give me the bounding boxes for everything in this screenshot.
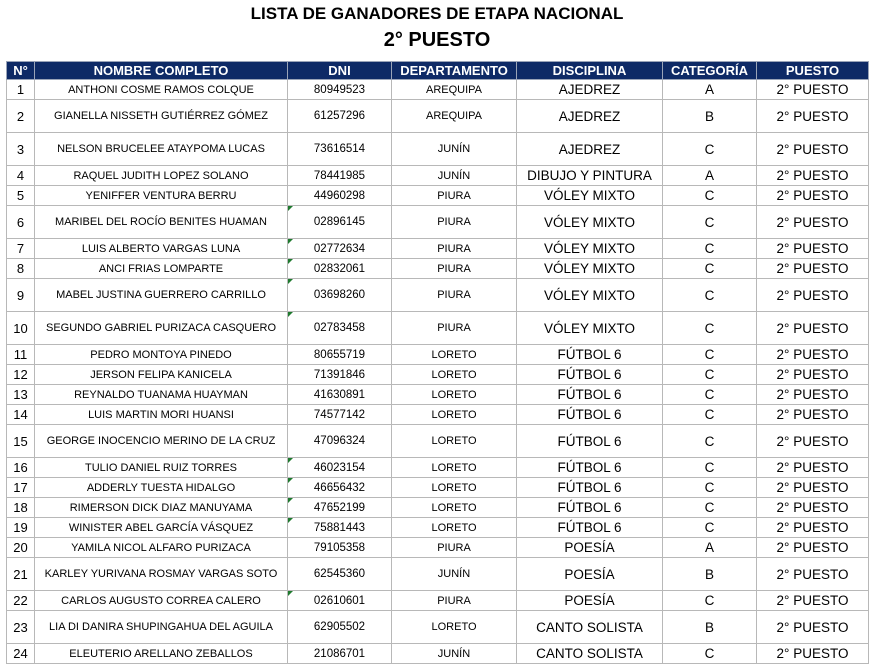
discipline-cell: FÚTBOL 6 xyxy=(517,498,663,518)
category-cell: C xyxy=(663,133,757,166)
table-row xyxy=(7,538,869,558)
discipline-cell: VÓLEY MIXTO xyxy=(517,259,663,279)
table-row xyxy=(7,498,869,518)
table-row xyxy=(7,405,869,425)
discipline-cell: VÓLEY MIXTO xyxy=(517,186,663,206)
page-subtitle: 2° PUESTO xyxy=(383,29,491,51)
place-cell: 2° PUESTO xyxy=(757,345,869,365)
department-cell: JUNÍN xyxy=(392,133,517,166)
table-row xyxy=(7,186,869,206)
place-cell: 2° PUESTO xyxy=(757,186,869,206)
discipline-cell: FÚTBOL 6 xyxy=(517,478,663,498)
discipline-cell: AJEDREZ xyxy=(517,100,663,133)
discipline-cell: AJEDREZ xyxy=(517,80,663,100)
column-header-department: DEPARTAMENTO xyxy=(392,62,517,80)
discipline-cell: FÚTBOL 6 xyxy=(517,365,663,385)
dni-cell: 71391846 xyxy=(288,365,392,385)
category-cell: A xyxy=(663,166,757,186)
category-cell: C xyxy=(663,478,757,498)
dni-cell: 61257296 xyxy=(288,100,392,133)
place-cell: 2° PUESTO xyxy=(757,518,869,538)
full-name-cell: ADDERLY TUESTA HIDALGO xyxy=(35,478,288,498)
table-row xyxy=(7,133,869,166)
place-cell: 2° PUESTO xyxy=(757,425,869,458)
dni-cell: 47096324 xyxy=(288,425,392,458)
winners-table xyxy=(6,61,869,664)
department-cell: PIURA xyxy=(392,259,517,279)
department-cell: PIURA xyxy=(392,312,517,345)
category-cell: B xyxy=(663,558,757,591)
category-cell: C xyxy=(663,591,757,611)
dni-cell: 46023154 xyxy=(288,458,392,478)
table-row xyxy=(7,518,869,538)
table-row xyxy=(7,206,869,239)
row-number-cell: 2 xyxy=(7,100,35,133)
column-header-number: N° xyxy=(7,62,35,80)
discipline-cell: DIBUJO Y PINTURA xyxy=(517,166,663,186)
dni-cell: 62905502 xyxy=(288,611,392,644)
dni-cell: 02783458 xyxy=(288,312,392,345)
department-cell: LORETO xyxy=(392,611,517,644)
discipline-cell: VÓLEY MIXTO xyxy=(517,312,663,345)
place-cell: 2° PUESTO xyxy=(757,591,869,611)
full-name-cell: PEDRO MONTOYA PINEDO xyxy=(35,345,288,365)
row-number-cell: 3 xyxy=(7,133,35,166)
full-name-cell: NELSON BRUCELEE ATAYPOMA LUCAS xyxy=(35,133,288,166)
row-number-cell: 5 xyxy=(7,186,35,206)
row-number-cell: 14 xyxy=(7,405,35,425)
row-number-cell: 8 xyxy=(7,259,35,279)
dni-cell: 80655719 xyxy=(288,345,392,365)
dni-cell: 44960298 xyxy=(288,186,392,206)
department-cell: JUNÍN xyxy=(392,644,517,664)
table-row xyxy=(7,591,869,611)
category-cell: C xyxy=(663,239,757,259)
discipline-cell: VÓLEY MIXTO xyxy=(517,239,663,259)
category-cell: C xyxy=(663,186,757,206)
column-header-place: PUESTO xyxy=(757,62,869,80)
place-cell: 2° PUESTO xyxy=(757,558,869,591)
department-cell: PIURA xyxy=(392,591,517,611)
department-cell: LORETO xyxy=(392,458,517,478)
place-cell: 2° PUESTO xyxy=(757,279,869,312)
column-header-discipline: DISCIPLINA xyxy=(517,62,663,80)
full-name-cell: LIA DI DANIRA SHUPINGAHUA DEL AGUILA xyxy=(35,611,288,644)
row-number-cell: 12 xyxy=(7,365,35,385)
place-cell: 2° PUESTO xyxy=(757,385,869,405)
discipline-cell: FÚTBOL 6 xyxy=(517,405,663,425)
full-name-cell: REYNALDO TUANAMA HUAYMAN xyxy=(35,385,288,405)
place-cell: 2° PUESTO xyxy=(757,644,869,664)
place-cell: 2° PUESTO xyxy=(757,206,869,239)
department-cell: LORETO xyxy=(392,365,517,385)
discipline-cell: FÚTBOL 6 xyxy=(517,458,663,478)
full-name-cell: LUIS MARTIN MORI HUANSI xyxy=(35,405,288,425)
place-cell: 2° PUESTO xyxy=(757,259,869,279)
department-cell: PIURA xyxy=(392,538,517,558)
row-number-cell: 10 xyxy=(7,312,35,345)
department-cell: LORETO xyxy=(392,425,517,458)
column-header-category: CATEGORÍA xyxy=(663,62,757,80)
place-cell: 2° PUESTO xyxy=(757,405,869,425)
category-cell: B xyxy=(663,611,757,644)
row-number-cell: 4 xyxy=(7,166,35,186)
dni-cell: 02772634 xyxy=(288,239,392,259)
discipline-cell: POESÍA xyxy=(517,558,663,591)
row-number-cell: 11 xyxy=(7,345,35,365)
dni-cell: 41630891 xyxy=(288,385,392,405)
place-cell: 2° PUESTO xyxy=(757,80,869,100)
place-cell: 2° PUESTO xyxy=(757,133,869,166)
department-cell: LORETO xyxy=(392,518,517,538)
table-row xyxy=(7,166,869,186)
place-cell: 2° PUESTO xyxy=(757,239,869,259)
table-row xyxy=(7,279,869,312)
row-number-cell: 19 xyxy=(7,518,35,538)
category-cell: B xyxy=(663,100,757,133)
full-name-cell: TULIO DANIEL RUIZ TORRES xyxy=(35,458,288,478)
discipline-cell: CANTO SOLISTA xyxy=(517,644,663,664)
dni-cell: 62545360 xyxy=(288,558,392,591)
department-cell: PIURA xyxy=(392,239,517,259)
row-number-cell: 16 xyxy=(7,458,35,478)
row-number-cell: 24 xyxy=(7,644,35,664)
department-cell: LORETO xyxy=(392,405,517,425)
department-cell: JUNÍN xyxy=(392,166,517,186)
full-name-cell: JERSON FELIPA KANICELA xyxy=(35,365,288,385)
discipline-cell: FÚTBOL 6 xyxy=(517,385,663,405)
category-cell: C xyxy=(663,385,757,405)
full-name-cell: ANCI FRIAS LOMPARTE xyxy=(35,259,288,279)
dni-cell: 46656432 xyxy=(288,478,392,498)
place-cell: 2° PUESTO xyxy=(757,100,869,133)
full-name-cell: CARLOS AUGUSTO CORREA CALERO xyxy=(35,591,288,611)
table-row xyxy=(7,478,869,498)
table-row xyxy=(7,644,869,664)
full-name-cell: YENIFFER VENTURA BERRU xyxy=(35,186,288,206)
dni-cell: 75881443 xyxy=(288,518,392,538)
full-name-cell: KARLEY YURIVANA ROSMAY VARGAS SOTO xyxy=(35,558,288,591)
dni-cell: 21086701 xyxy=(288,644,392,664)
full-name-cell: RIMERSON DICK DIAZ MANUYAMA xyxy=(35,498,288,518)
place-cell: 2° PUESTO xyxy=(757,611,869,644)
dni-cell: 74577142 xyxy=(288,405,392,425)
column-header-dni: DNI xyxy=(288,62,392,80)
full-name-cell: LUIS ALBERTO VARGAS LUNA xyxy=(35,239,288,259)
dni-cell: 73616514 xyxy=(288,133,392,166)
full-name-cell: GEORGE INOCENCIO MERINO DE LA CRUZ xyxy=(35,425,288,458)
discipline-cell: FÚTBOL 6 xyxy=(517,425,663,458)
category-cell: A xyxy=(663,538,757,558)
row-number-cell: 1 xyxy=(7,80,35,100)
discipline-cell: CANTO SOLISTA xyxy=(517,611,663,644)
dni-cell: 03698260 xyxy=(288,279,392,312)
table-row xyxy=(7,458,869,478)
place-cell: 2° PUESTO xyxy=(757,458,869,478)
table-row xyxy=(7,259,869,279)
row-number-cell: 17 xyxy=(7,478,35,498)
department-cell: LORETO xyxy=(392,345,517,365)
full-name-cell: YAMILA NICOL ALFARO PURIZACA xyxy=(35,538,288,558)
full-name-cell: ELEUTERIO ARELLANO ZEBALLOS xyxy=(35,644,288,664)
dni-cell: 02832061 xyxy=(288,259,392,279)
category-cell: C xyxy=(663,312,757,345)
dni-cell: 80949523 xyxy=(288,80,392,100)
department-cell: AREQUIPA xyxy=(392,80,517,100)
place-cell: 2° PUESTO xyxy=(757,498,869,518)
discipline-cell: VÓLEY MIXTO xyxy=(517,279,663,312)
table-row xyxy=(7,385,869,405)
table-row xyxy=(7,365,869,385)
row-number-cell: 9 xyxy=(7,279,35,312)
full-name-cell: WINISTER ABEL GARCÍA VÁSQUEZ xyxy=(35,518,288,538)
department-cell: JUNÍN xyxy=(392,558,517,591)
dni-cell: 78441985 xyxy=(288,166,392,186)
discipline-cell: FÚTBOL 6 xyxy=(517,518,663,538)
department-cell: LORETO xyxy=(392,498,517,518)
column-header-name: NOMBRE COMPLETO xyxy=(35,62,288,80)
full-name-cell: GIANELLA NISSETH GUTIÉRREZ GÓMEZ xyxy=(35,100,288,133)
dni-cell: 47652199 xyxy=(288,498,392,518)
category-cell: C xyxy=(663,206,757,239)
category-cell: C xyxy=(663,365,757,385)
category-cell: C xyxy=(663,498,757,518)
table-row xyxy=(7,558,869,591)
department-cell: PIURA xyxy=(392,206,517,239)
discipline-cell: POESÍA xyxy=(517,538,663,558)
table-row xyxy=(7,312,869,345)
category-cell: C xyxy=(663,458,757,478)
table-header-row xyxy=(7,62,869,80)
place-cell: 2° PUESTO xyxy=(757,538,869,558)
table-row xyxy=(7,80,869,100)
department-cell: LORETO xyxy=(392,478,517,498)
discipline-cell: POESÍA xyxy=(517,591,663,611)
category-cell: C xyxy=(663,345,757,365)
discipline-cell: VÓLEY MIXTO xyxy=(517,206,663,239)
row-number-cell: 6 xyxy=(7,206,35,239)
full-name-cell: RAQUEL JUDITH LOPEZ SOLANO xyxy=(35,166,288,186)
category-cell: C xyxy=(663,644,757,664)
row-number-cell: 23 xyxy=(7,611,35,644)
row-number-cell: 22 xyxy=(7,591,35,611)
department-cell: LORETO xyxy=(392,385,517,405)
table-row xyxy=(7,345,869,365)
full-name-cell: MARIBEL DEL ROCÍO BENITES HUAMAN xyxy=(35,206,288,239)
dni-cell: 02896145 xyxy=(288,206,392,239)
row-number-cell: 21 xyxy=(7,558,35,591)
department-cell: PIURA xyxy=(392,279,517,312)
table-row xyxy=(7,239,869,259)
department-cell: AREQUIPA xyxy=(392,100,517,133)
row-number-cell: 20 xyxy=(7,538,35,558)
discipline-cell: AJEDREZ xyxy=(517,133,663,166)
table-body xyxy=(7,80,869,664)
place-cell: 2° PUESTO xyxy=(757,365,869,385)
page-title: LISTA DE GANADORES DE ETAPA NACIONAL xyxy=(250,4,624,23)
full-name-cell: MABEL JUSTINA GUERRERO CARRILLO xyxy=(35,279,288,312)
full-name-cell: SEGUNDO GABRIEL PURIZACA CASQUERO xyxy=(35,312,288,345)
row-number-cell: 13 xyxy=(7,385,35,405)
place-cell: 2° PUESTO xyxy=(757,166,869,186)
discipline-cell: FÚTBOL 6 xyxy=(517,345,663,365)
category-cell: C xyxy=(663,425,757,458)
place-cell: 2° PUESTO xyxy=(757,478,869,498)
dni-cell: 02610601 xyxy=(288,591,392,611)
table-row xyxy=(7,100,869,133)
row-number-cell: 15 xyxy=(7,425,35,458)
place-cell: 2° PUESTO xyxy=(757,312,869,345)
department-cell: PIURA xyxy=(392,186,517,206)
category-cell: A xyxy=(663,80,757,100)
category-cell: C xyxy=(663,518,757,538)
row-number-cell: 18 xyxy=(7,498,35,518)
full-name-cell: ANTHONI COSME RAMOS COLQUE xyxy=(35,80,288,100)
dni-cell: 79105358 xyxy=(288,538,392,558)
table-row xyxy=(7,611,869,644)
table-row xyxy=(7,425,869,458)
row-number-cell: 7 xyxy=(7,239,35,259)
category-cell: C xyxy=(663,405,757,425)
category-cell: C xyxy=(663,259,757,279)
category-cell: C xyxy=(663,279,757,312)
